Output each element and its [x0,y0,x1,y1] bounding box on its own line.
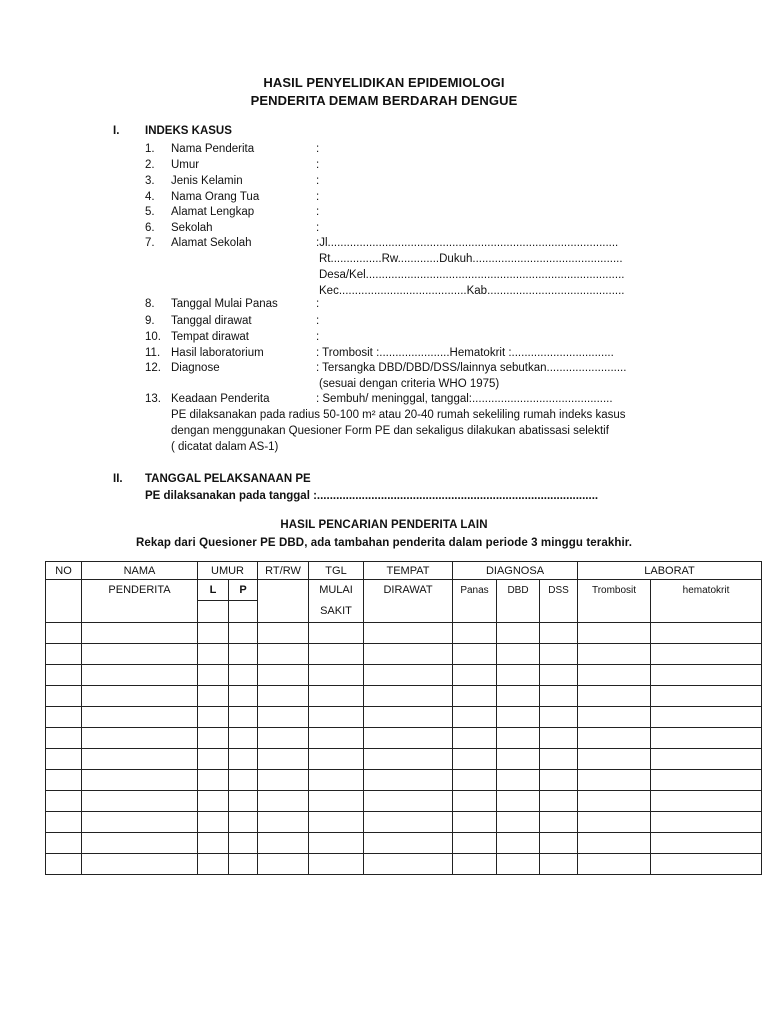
table-cell[interactable] [453,812,497,833]
table-cell[interactable] [229,728,258,749]
table-cell[interactable] [198,623,229,644]
table-cell[interactable] [497,728,540,749]
rekap-subtitle: Rekap dari Quesioner PE DBD, ada tambahan penderita dalam periode 3 minggu terakhir. [135,537,632,549]
table-cell[interactable] [258,728,309,749]
table-cell[interactable] [651,812,762,833]
item-value-field[interactable]: : [316,298,320,310]
table-cell[interactable] [540,854,578,875]
item-label: Sekolah [171,222,213,234]
item-value-field[interactable]: : Tersangka DBD/DBD/DSS/lainnya sebutkan......................... [316,362,627,374]
table-cell[interactable] [82,854,198,875]
table-cell[interactable] [453,623,497,644]
header-umur-l: L [198,580,229,601]
address-line-rt-rw: Rt................Rw.............Dukuh............................................... [319,253,623,265]
table-cell[interactable] [540,833,578,854]
table-cell[interactable] [578,770,651,791]
table-cell[interactable] [578,812,651,833]
table-cell[interactable] [82,665,198,686]
item-value-field[interactable]: : Sembuh/ meninggal, tanggal:............................................ [316,393,613,405]
document-title-line1: HASIL PENYELIDIKAN EPIDEMIOLOGI [263,75,505,90]
table-row [46,728,762,749]
table-cell[interactable] [229,623,258,644]
section1-numeral: I. [113,125,120,137]
table-cell[interactable] [497,812,540,833]
table-cell[interactable] [578,623,651,644]
header-dss: DSS [540,580,578,601]
table-cell[interactable] [651,770,762,791]
table-cell[interactable] [46,749,82,770]
table-cell[interactable] [497,686,540,707]
table-row [46,707,762,728]
table-cell[interactable] [651,791,762,812]
table-cell[interactable] [651,854,762,875]
item-label: Tanggal dirawat [171,315,252,327]
table-cell[interactable] [198,707,229,728]
table-cell[interactable] [497,770,540,791]
item-label: Umur [171,159,200,171]
table-cell[interactable] [578,644,651,665]
table-row [46,749,762,770]
table-cell[interactable] [258,686,309,707]
header-nama-end [82,601,198,623]
table-cell[interactable] [453,854,497,875]
item-value-field[interactable]: : Trombosit :......................Hematokrit :................................ [316,347,614,359]
header-nama: NAMA [82,562,198,580]
table-cell[interactable] [258,854,309,875]
table-cell[interactable] [229,665,258,686]
header-dirawat: DIRAWAT [364,580,453,601]
table-cell[interactable] [309,812,364,833]
table-cell[interactable] [198,665,229,686]
table-cell[interactable] [364,749,453,770]
table-cell[interactable] [364,833,453,854]
table-cell[interactable] [46,770,82,791]
table-cell[interactable] [198,644,229,665]
table-cell[interactable] [82,686,198,707]
address-line-desa: Desa/Kel................................................................................. [319,269,625,281]
table-cell[interactable] [46,833,82,854]
item-label: Diagnose [171,362,220,374]
table-cell[interactable] [258,623,309,644]
table-cell[interactable] [229,749,258,770]
item-value-field[interactable]: : [316,222,320,234]
table-cell[interactable] [540,623,578,644]
header-tempat: TEMPAT [364,562,453,580]
table-cell[interactable] [229,686,258,707]
item-value-field[interactable]: : [316,315,320,327]
table-cell[interactable] [309,770,364,791]
table-cell[interactable] [82,728,198,749]
table-cell[interactable] [651,665,762,686]
table-cell[interactable] [82,770,198,791]
item-label: Alamat Lengkap [171,206,255,218]
table-cell[interactable] [651,686,762,707]
table-cell[interactable] [198,728,229,749]
table-cell[interactable] [82,749,198,770]
table-cell[interactable] [497,665,540,686]
table-cell[interactable] [82,623,198,644]
header-hematokrit: hematokrit [651,580,762,601]
table-cell[interactable] [82,707,198,728]
table-row [46,833,762,854]
table-cell[interactable] [497,749,540,770]
table-cell[interactable] [309,833,364,854]
table-cell[interactable] [46,812,82,833]
table-cell[interactable] [198,749,229,770]
item-value-field[interactable]: : [316,206,320,218]
table-cell[interactable] [229,854,258,875]
item-label: Tanggal Mulai Panas [171,298,278,310]
table-cell[interactable] [229,791,258,812]
table-row [46,770,762,791]
table-row [46,644,762,665]
section2-heading: TANGGAL PELAKSANAAN PE [145,473,311,485]
table-cell[interactable] [540,812,578,833]
header-rtrw-end [258,601,309,623]
table-cell[interactable] [453,728,497,749]
table-row [46,623,762,644]
pe-date-line: PE dilaksanakan pada tanggal :........................................................................................ [145,490,599,502]
table-cell[interactable] [309,707,364,728]
header-l-end [198,601,229,623]
item-number: 1. [145,143,155,155]
table-cell[interactable] [540,665,578,686]
table-cell[interactable] [651,623,762,644]
table-cell[interactable] [46,623,82,644]
header-laborat: LABORAT [578,562,762,580]
table-cell[interactable] [453,791,497,812]
item-label: Hasil laboratorium [171,347,264,359]
item-value-field[interactable]: : [316,159,320,171]
table-cell[interactable] [46,728,82,749]
header-penderita: PENDERITA [82,580,198,601]
header-sakit: SAKIT [309,601,364,623]
table-row [46,812,762,833]
table-cell[interactable] [364,812,453,833]
table-cell[interactable] [309,686,364,707]
header-tempat-end [364,601,453,623]
header-no-cont [46,580,82,601]
table-cell[interactable] [309,665,364,686]
table-cell[interactable] [198,770,229,791]
table-cell[interactable] [309,791,364,812]
table-cell[interactable] [453,833,497,854]
table-cell[interactable] [651,833,762,854]
table-cell[interactable] [497,854,540,875]
table-cell[interactable] [46,644,82,665]
table-cell[interactable] [651,728,762,749]
table-cell[interactable] [578,791,651,812]
header-tgl: TGL [309,562,364,580]
item-value-field[interactable]: : [316,191,320,203]
header-panas: Panas [453,580,497,601]
header-dbd: DBD [497,580,540,601]
table-cell[interactable] [258,791,309,812]
table-cell[interactable] [258,749,309,770]
table-cell[interactable] [578,707,651,728]
table-cell[interactable] [453,644,497,665]
table-cell[interactable] [46,686,82,707]
table-cell[interactable] [578,686,651,707]
rekap-table [45,561,762,875]
table-cell[interactable] [258,833,309,854]
header-hematokrit-end [651,601,762,623]
table-cell[interactable] [82,833,198,854]
table-cell[interactable] [198,854,229,875]
table-row [46,791,762,812]
header-no-end [46,601,82,623]
header-umur: UMUR [198,562,258,580]
item-label: Jenis Kelamin [171,175,243,187]
item-number: 7. [145,237,155,249]
item-number: 10. [145,331,161,343]
pe-note-line3: ( dicatat dalam AS-1) [171,441,279,453]
table-cell[interactable] [258,644,309,665]
item-value-field[interactable]: : [316,331,320,343]
table-row [46,854,762,875]
table-cell[interactable] [497,833,540,854]
table-cell[interactable] [540,728,578,749]
table-cell[interactable] [46,707,82,728]
table-cell[interactable] [364,686,453,707]
header-dbd-end [497,601,540,623]
item-label: Keadaan Penderita [171,393,270,405]
table-cell[interactable] [82,791,198,812]
item-value-field[interactable]: : [316,175,320,187]
table-cell[interactable] [198,812,229,833]
table-cell[interactable] [453,686,497,707]
table-cell[interactable] [578,833,651,854]
table-cell[interactable] [364,707,453,728]
table-cell[interactable] [497,791,540,812]
header-trombosit: Trombosit [578,580,651,601]
item-value-field[interactable]: :Jl........................................................................................... [316,237,619,249]
table-cell[interactable] [46,665,82,686]
table-cell[interactable] [229,812,258,833]
table-cell[interactable] [540,749,578,770]
item-number: 4. [145,191,155,203]
table-cell[interactable] [540,770,578,791]
table-row [46,686,762,707]
pe-note-line1: PE dilaksanakan pada radius 50-100 m² atau 20-40 rumah sekeliling rumah indeks kasus [171,409,626,421]
item-number: 3. [145,175,155,187]
table-cell[interactable] [364,623,453,644]
table-row [46,665,762,686]
table-cell[interactable] [198,833,229,854]
table-cell[interactable] [258,770,309,791]
header-dss-end [540,601,578,623]
table-cell[interactable] [497,707,540,728]
item-number: 11. [145,347,161,359]
table-cell[interactable] [540,707,578,728]
table-cell[interactable] [540,791,578,812]
table-cell[interactable] [229,770,258,791]
table-cell[interactable] [309,623,364,644]
table-cell[interactable] [651,644,762,665]
section1-heading: INDEKS KASUS [145,125,232,137]
item-label: Alamat Sekolah [171,237,252,249]
table-cell[interactable] [364,728,453,749]
table-cell[interactable] [453,770,497,791]
header-p-end [229,601,258,623]
table-cell[interactable] [258,707,309,728]
header-no: NO [46,562,82,580]
table-cell[interactable] [453,665,497,686]
table-cell[interactable] [364,665,453,686]
table-cell[interactable] [198,791,229,812]
header-mulai: MULAI [309,580,364,601]
item-number: 5. [145,206,155,218]
table-cell[interactable] [82,812,198,833]
item-label: Tempat dirawat [171,331,249,343]
table-cell[interactable] [497,623,540,644]
item-number: 6. [145,222,155,234]
table-cell[interactable] [309,644,364,665]
table-cell[interactable] [364,644,453,665]
item-label: Nama Penderita [171,143,255,155]
item-number: 8. [145,298,155,310]
header-umur-p: P [229,580,258,601]
table-cell[interactable] [82,644,198,665]
header-diagnosa: DIAGNOSA [453,562,578,580]
table-cell[interactable] [258,812,309,833]
item-number: 12. [145,362,161,374]
address-line-kec: Kec........................................Kab........................................... [319,285,625,297]
header-rtrw-cont [258,580,309,601]
table-cell[interactable] [651,749,762,770]
table-cell[interactable] [309,854,364,875]
table-cell[interactable] [578,749,651,770]
header-rtrw: RT/RW [258,562,309,580]
header-trombosit-end [578,601,651,623]
item-label: Nama Orang Tua [171,191,260,203]
table-cell[interactable] [497,644,540,665]
table-cell[interactable] [578,665,651,686]
table-cell[interactable] [309,749,364,770]
table-cell[interactable] [229,644,258,665]
table-cell[interactable] [229,833,258,854]
table-cell[interactable] [651,707,762,728]
item-number: 13. [145,393,161,405]
table-cell[interactable] [46,854,82,875]
table-cell[interactable] [453,749,497,770]
header-panas-end [453,601,497,623]
item-value-field[interactable]: : [316,143,320,155]
item-number: 9. [145,315,155,327]
document-title-line2: PENDERITA DEMAM BERDARAH DENGUE [250,93,518,108]
table-cell[interactable] [198,686,229,707]
section2-numeral: II. [113,473,123,485]
pe-note-line2: dengan menggunakan Quesioner Form PE dan sekaligus dilakukan abatissasi selektif [171,425,609,437]
table-cell[interactable] [540,686,578,707]
table-cell[interactable] [578,854,651,875]
table-cell[interactable] [364,854,453,875]
rekap-title: HASIL PENCARIAN PENDERITA LAIN [280,519,488,531]
table-cell[interactable] [364,791,453,812]
table-cell[interactable] [46,791,82,812]
table-cell[interactable] [364,770,453,791]
table-cell[interactable] [258,665,309,686]
table-cell[interactable] [453,707,497,728]
table-cell[interactable] [540,644,578,665]
table-cell[interactable] [229,707,258,728]
table-cell[interactable] [578,728,651,749]
diagnose-note: (sesuai dengan criteria WHO 1975) [319,378,500,390]
table-cell[interactable] [309,728,364,749]
item-number: 2. [145,159,155,171]
